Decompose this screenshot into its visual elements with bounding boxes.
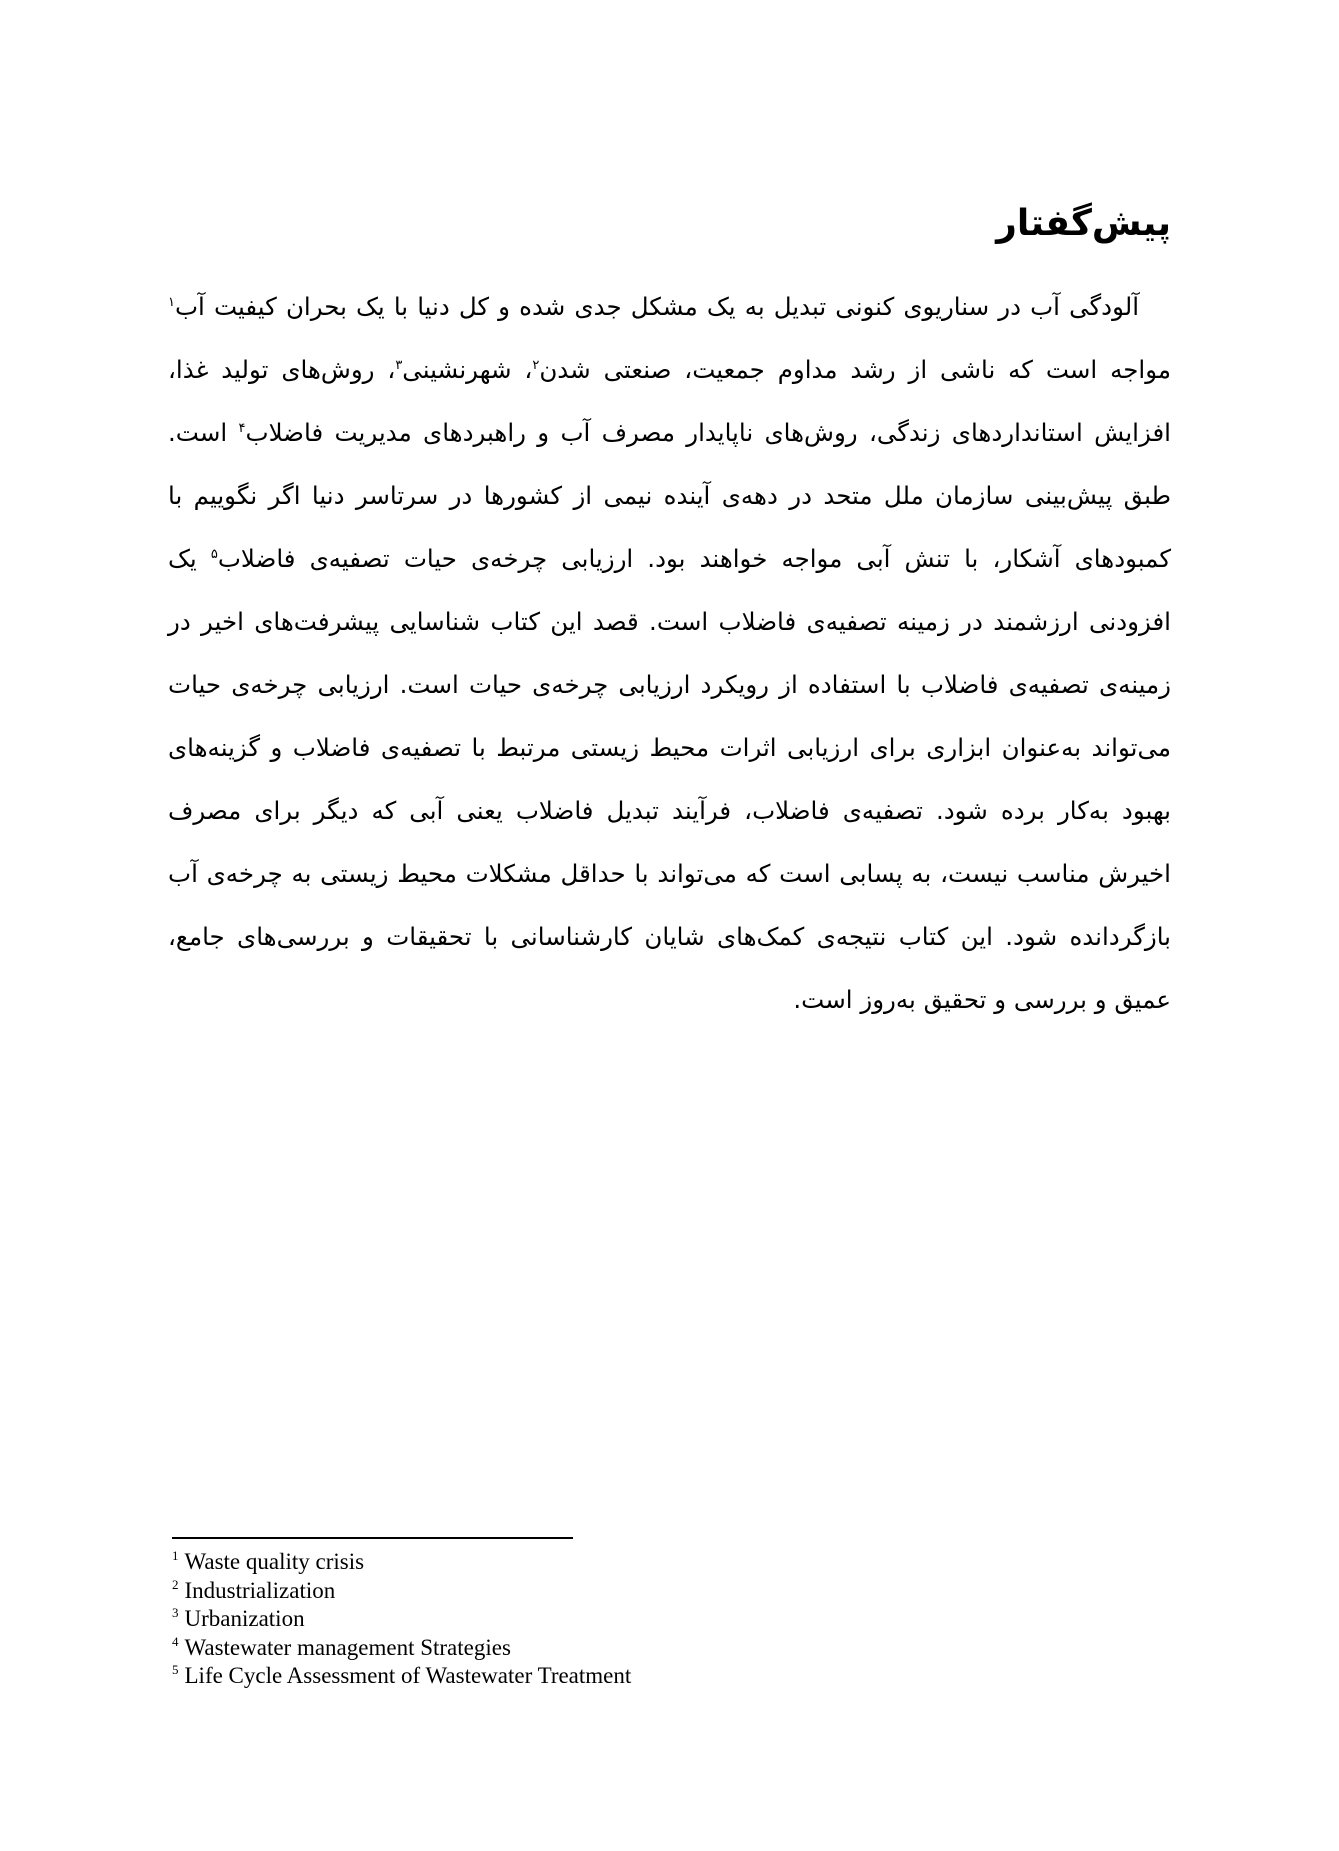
body-text-segment: ، شهرنشینی (402, 355, 533, 384)
footnote-item (172, 1605, 1072, 1634)
footnote-ref-3: ۳ (395, 357, 403, 373)
footnote-item (172, 1634, 1072, 1663)
body-text-segment: یک افزودنی ارزشمند در زمینه تصفیه‌ی فاضلاب است. قصد این کتاب شناسایی پیشرفت‌های اخیر در زمینه‌ی تصفیه‌ی فاضلاب با استفاده از رویکرد ارزیابی چرخه‌ی حیات است. ارزیابی چرخه‌ی حیات می‌تواند به‌عنوان ابزاری برای ارزیابی اثرات محیط زیستی مرتبط با تصفیه‌ی فاضلاب و گزینه‌های بهبود به‌کار برده شود. تصفیه‌ی فاضلاب، فرآیند تبدیل فاضلاب یعنی آبی که دیگر برای مصرف اخیرش مناسب نیست، به پسابی است که می‌تواند با حداقل مشکلات محیط زیستی به چرخه‌ی آب بازگردانده شود. این کتاب نتیجه‌ی کمک‌های شایان کارشناسانی با تحقیقات و بررسی‌های جامع، عمیق و بررسی و تحقیق به‌روز است. (168, 544, 1171, 1014)
footnote-ref-5: ۵ (210, 546, 218, 562)
footnote-text: Industrialization (184, 1577, 336, 1603)
footnote-number: 2 (172, 1576, 179, 1592)
footnote-number: 5 (172, 1662, 179, 1678)
body-text-segment: آلودگی آب در سناریوی کنونی تبدیل به یک مشکل جدی شده و کل دنیا با یک بحران کیفیت آب (174, 292, 1139, 321)
footnote-text: Life Cycle Assessment of Wastewater Treatment (184, 1663, 632, 1688)
body-text-segment: ، روش‌های تولید غذا، افزایش استانداردهای زندگی، روش‌های ناپایدار مصرف آب و راهبردهای مدیریت فاضلاب (168, 355, 1171, 447)
body-paragraph (168, 275, 1171, 1031)
body-text-segment: مواجه است که ناشی از رشد مداوم جمعیت، صنعتی شدن (539, 355, 1172, 384)
page-title: پیش‌گفتار (996, 203, 1171, 244)
footnote-ref-1: ۱ (168, 294, 175, 310)
footnote-text: Waste quality crisis (184, 1549, 365, 1574)
footnote-item (172, 1662, 1072, 1691)
footnote-number: 4 (172, 1633, 179, 1649)
footnote-list (172, 1548, 1072, 1691)
body-text-segment: است. طبق پیش‌بینی سازمان ملل متحد در دهه‌ی آینده نیمی از کشورها در سرتاسر دنیا اگر نگوییم با کمبودهای آشکار، با تنش آبی مواجه خواهند بود. ارزیابی چرخه‌ی حیات تصفیه‌ی فاضلاب (168, 418, 1171, 573)
footnote-number: 1 (172, 1548, 179, 1564)
footnote-item (172, 1577, 1072, 1606)
footnote-separator (172, 1537, 573, 1539)
footnote-text: Urbanization (184, 1606, 305, 1631)
footnote-number: 3 (172, 1605, 179, 1621)
footnote-ref-2: ۲ (532, 357, 540, 373)
footnote-text: Wastewater management Strategies (184, 1634, 511, 1660)
footnote-ref-4: ۴ (238, 420, 246, 436)
footnote-item (172, 1548, 1072, 1577)
